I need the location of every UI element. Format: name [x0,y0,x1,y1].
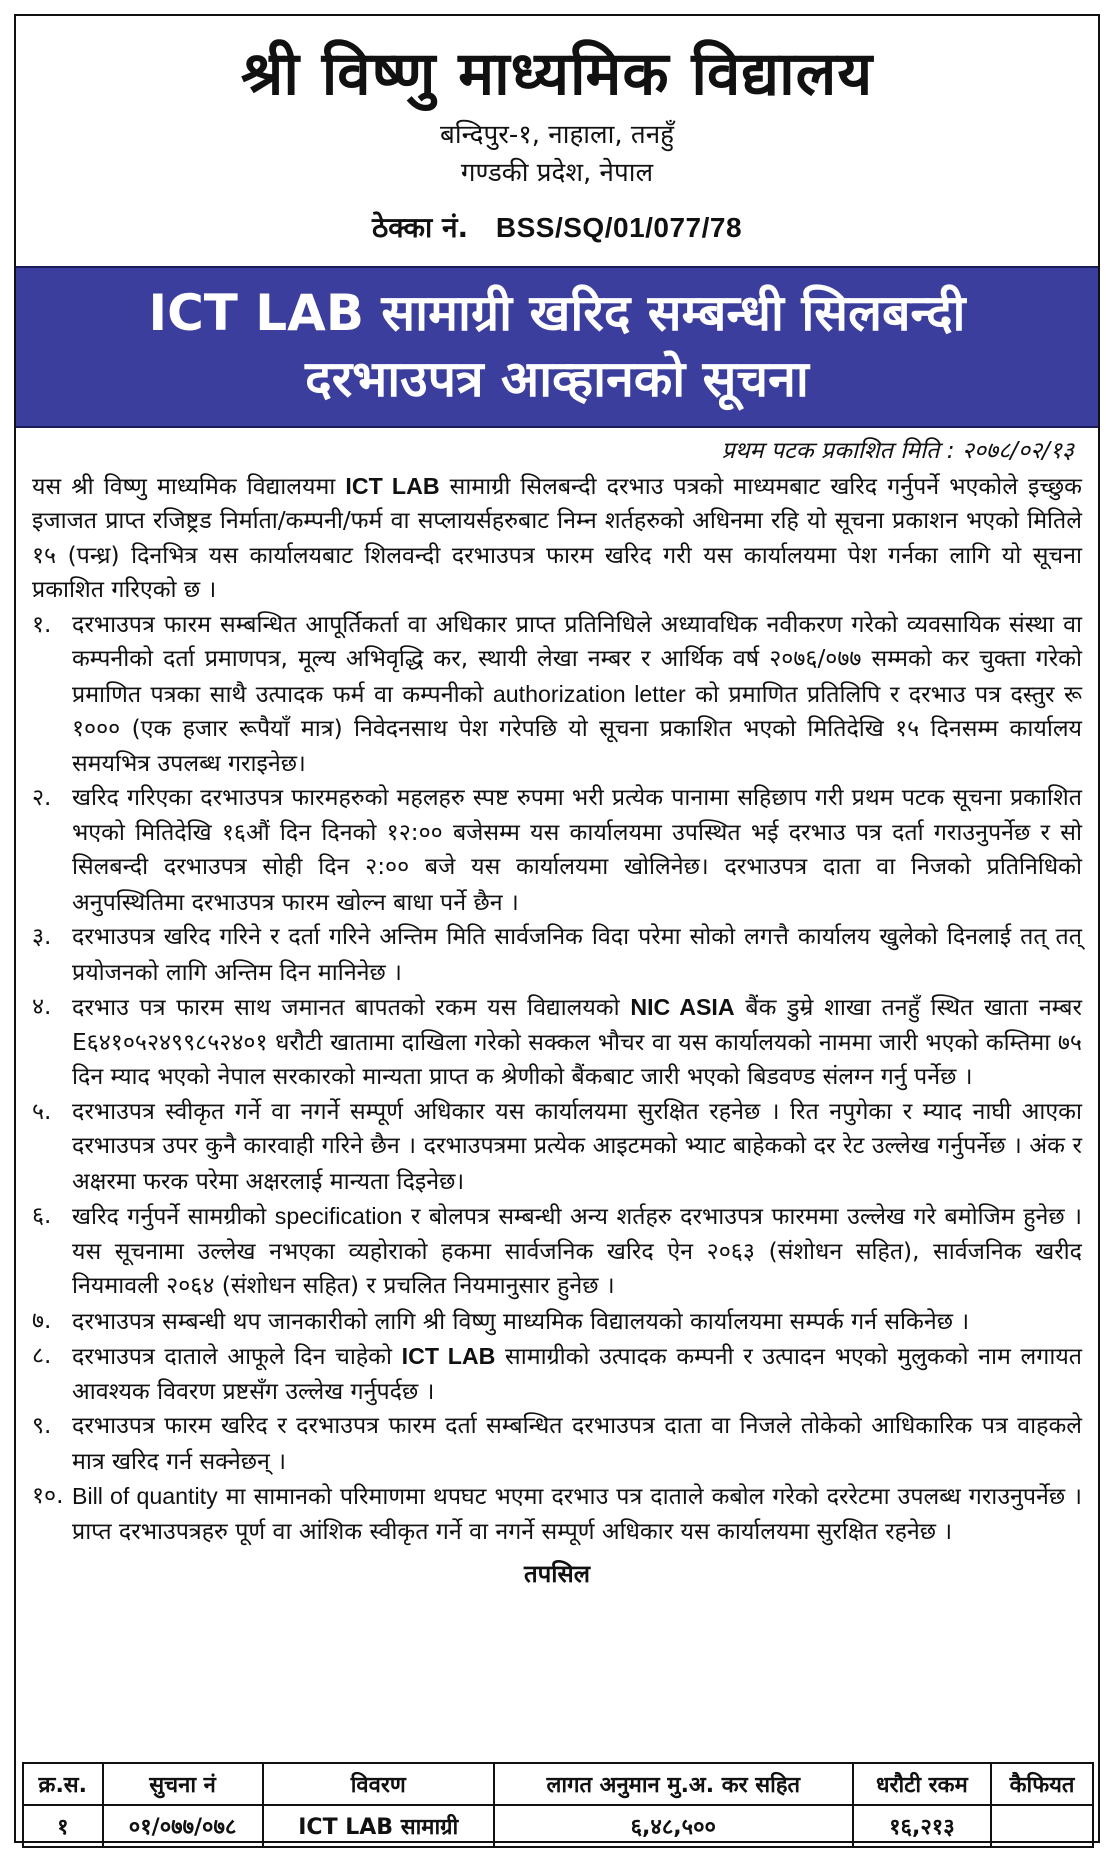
condition-number: ६. [32,1202,52,1229]
condition-number: ४. [32,993,52,1020]
condition-number: १०. [32,1482,64,1509]
condition-text [72,1304,1082,1340]
school-name: श्री विष्णु माध्यमिक विद्यालय [240,39,874,109]
notice-title-banner [16,266,1098,428]
condition-english-term: specification [274,1203,403,1229]
condition-number: ८. [32,1342,52,1369]
table-cell [991,1805,1093,1847]
condition-item [32,990,1082,1095]
condition-text-part: दरभाउपत्र खरिद गरिने र दर्ता गरिने अन्तिम मिति सार्वजनिक विदा परेमा सोको लगत्तै कार्यालय खुलेको दिनलाई तत् तत् प्रयोजनको लागि अन्तिम दिन मानिनेछ । [72,923,1082,986]
banner-line-1: ICT LAB सामाग्री खरिद सम्बन्धी सिलबन्दी [148,284,966,342]
table-cell: ०१/०७७/०७८ [103,1805,263,1847]
condition-item [32,1199,1082,1304]
condition-english-term: NIC ASIA [630,994,735,1020]
condition-text [72,1479,1082,1549]
condition-number: ७. [32,1306,52,1334]
tender-code: BSS/SQ/01/077/78 [495,212,743,243]
table-header-cell: लागत अनुमान मु.अ. कर सहित [494,1763,853,1805]
condition-english-term: Bill of quantity [72,1483,218,1509]
table-row [23,1805,1093,1847]
table-cell: १ [23,1805,103,1847]
table-header-cell: कैफियत [991,1763,1093,1805]
details-table [22,1762,1094,1848]
condition-text [72,1095,1082,1200]
table-header-row [23,1763,1093,1805]
table-body [23,1805,1093,1847]
condition-text-part: को प्रमाणित प्रतिलिपि र दरभाउ पत्र दस्तुर रू १००० (एक हजार रूपैयाँ मात्र) निवेदनसाथ पेश गरेपछि यो सूचना प्रकाशित भएको मितिदेखि १५ दिनसम्म कार्यालय समयभित्र उपलब्ध गराइनेछ। [72,680,1083,777]
notice-header [16,16,1098,248]
intro-text-1: यस श्री विष्णु माध्यमिक विद्यालयमा [32,472,346,500]
tapsil-title: तपसिल [523,1560,591,1588]
condition-text-part: मा सामानको परिमाणमा थपघट भएमा दरभाउ पत्र दाताले कबोल गरेको दररेटमा उपलब्ध गराउनुपर्नेछ । प्राप्त दरभाउपत्रहरु पूर्ण वा आंशिक स्वीकृत गर्ने वा नगर्ने सम्पूर्ण अधिकार यस कार्यालयमा सुरक्षित रहनेछ । [72,1483,1082,1545]
condition-number: ५. [32,1097,52,1125]
condition-text-part: सामाग्रीको उत्पादक कम्पनी र उत्पादन भएको मुलुकको नाम लगायत आवश्यक विवरण प्रष्टसँग उल्लेख गर्नुपर्दछ । [72,1343,1082,1405]
condition-text-part: दरभाउपत्र फारम सम्बन्धित आपूर्तिकर्ता वा अधिकार प्राप्त प्रतिनिधिले अध्यावधिक नवीकरण गरेको व्यवसायिक संस्था वा कम्पनीको दर्ता प्रमाणपत्र, मूल्य अभिवृद्धि कर, स्थायी लेखा नम्बर र आर्थिक वर्ष २०७६/०७७ सम्मको कर चुक्ता गरेको प्रमाणित पत्रका साथै उत्पादक फर्म वा कम्पनीको [72,610,1082,708]
condition-text-part: बैंक डुम्रे शाखा तनहुँ स्थित खाता नम्बर E६४१०५२४९९८५२४०१ धरौटी खातामा दाखिला गरेको सक्कल भौचर वा यस कार्यालयको नाममा जारी भएको कम्तिमा ७५ दिन म्याद भएको नेपाल सरकारको मान्यता प्राप्त क श्रेणीको बैंकबाट जारी भएको बिडवण्ड संलग्न गर्नु पर्नेछ । [72,994,1082,1090]
condition-text [72,920,1082,990]
banner-line-2: दरभाउपत्र आव्हानको सूचना [305,350,809,408]
condition-item [32,1339,1082,1409]
address-line-1: बन्दिपुर-१, नाहाला, तनहुँ [440,120,674,150]
condition-text-part: दरभाउपत्र स्वीकृत गर्ने वा नगर्ने सम्पूर्ण अधिकार यस कार्यालयमा सुरक्षित रहनेछ । रित नपुगेका र म्याद नाघी आएका दरभाउपत्र उपर कुनै कारवाही गरिने छैन । दरभाउपत्रमा प्रत्येक आइटमको भ्याट बाहेकको दर रेट उल्लेख गर्नुपर्नेछ । अंक र अक्षरमा फरक परेमा अक्षरलाई मान्यता दिइनेछ। [72,1097,1082,1195]
condition-number: ३. [32,923,52,950]
condition-text [72,1199,1082,1304]
condition-text [72,990,1082,1095]
condition-text [72,781,1082,920]
condition-item [32,1304,1082,1340]
intro-text-2: सामाग्री सिलबन्दी दरभाउ पत्रको माध्यमबाट खरिद गर्नुपर्ने भएकोले इच्छुक इजाजत प्राप्त रजिष्ट्रड निर्माता/कम्पनी/फर्म वा सप्लायर्सहरुबाट निम्न शर्तहरुको अधिनमा रहि यो सूचना प्रकाशन भएको मितिले १५ (पन्ध्र) दिनभित्र यस कार्यालयबाट शिलवन्दी दरभाउपत्र फारम खरिद गरी यस कार्यालयमा पेश गर्नका लागि यो सूचना प्रकाशित गरिएको छ । [32,472,1082,603]
condition-text [72,1409,1082,1479]
table-header-cell: क्र.स. [23,1763,103,1805]
notice-frame [14,14,1100,1843]
condition-number: २. [32,784,52,811]
condition-text-part: दरभाउपत्र दाताले आफूले दिन चाहेको [72,1343,402,1370]
table-cell: ICT LAB सामाग्री [263,1805,494,1847]
condition-text-part: दरभाउ पत्र फारम साथ जमानत बापतको रकम यस विद्यालयको [72,994,631,1021]
condition-item [32,1409,1082,1479]
table-cell: ६,४८,५०० [494,1805,853,1847]
condition-text-part: खरिद गरिएका दरभाउपत्र फारमहरुको महलहरु स्पष्ट रुपमा भरी प्रत्येक पानामा सहिछाप गरी प्रथम पटक सूचना प्रकाशित भएको मितिदेखि १६औं दिन दिनको १२:०० बजेसम्म यस कार्यालयमा उपस्थित भई दरभाउ पत्र दर्ता गराउनुपर्नेछ र सो सिलबन्दी दरभाउपत्र सोही दिन २:०० बजे यस कार्यालयमा खोलिनेछ। दरभाउपत्र दाता वा निजको प्रतिनिधिको अनुपस्थितिमा दरभाउपत्र फारम खोल्न बाधा पर्ने छैन । [72,784,1082,916]
table-header-cell: धरौटी रकम [853,1763,991,1805]
condition-text [72,608,1082,782]
condition-item [32,1479,1082,1549]
table-cell: १६,२१३ [853,1805,991,1847]
notice-body [16,428,1098,1592]
table-header-cell: विवरण [263,1763,494,1805]
condition-text [72,1339,1082,1409]
condition-english-term: ICT LAB [401,1343,496,1369]
condition-english-term: authorization letter [492,680,686,707]
condition-number: १. [32,610,52,638]
condition-item [32,920,1082,990]
condition-text-part: खरिद गर्नुपर्ने सामग्रीको [72,1203,275,1230]
intro-paragraph [32,469,1082,608]
condition-item [32,608,1082,782]
condition-text-part: दरभाउपत्र फारम खरिद र दरभाउपत्र फारम दर्ता सम्बन्धित दरभाउपत्र दाता वा निजले तोकेको आधिकारिक पत्र वाहकले मात्र खरिद गर्न सक्नेछन् । [72,1412,1082,1475]
condition-number: ९. [32,1412,52,1439]
condition-item [32,781,1082,920]
address-line-2: गण्डकी प्रदेश, नेपाल [460,158,654,188]
condition-item [32,1095,1082,1200]
intro-bold: ICT LAB [345,472,440,499]
tender-label: ठेक्का नं. [371,211,469,244]
tender-number [16,208,1098,248]
condition-text-part: र बोलपत्र सम्बन्धी अन्य शर्तहरु दरभाउपत्र फारममा उल्लेख गरे बमोजिम हुनेछ । यस सूचनामा उल्लेख नभएका व्यहोराको हकमा सार्वजनिक खरिद ऐन २०६३ (संशोधन सहित), सार्वजनिक खरीद नियमावली २०६४ (संशोधन सहित) र प्रचलित नियमानुसार हुनेछ । [72,1203,1082,1299]
condition-text-part: दरभाउपत्र सम्बन्धी थप जानकारीको लागि श्री विष्णु माध्यमिक विद्यालयको कार्यालयमा सम्पर्क गर्न सकिनेछ । [72,1307,970,1335]
publish-date: प्रथम पटक प्रकाशित मिति : २०७८/०२/१३ [721,437,1074,464]
table-header-cell: सुचना नं [103,1763,263,1805]
conditions-list [32,608,1082,1550]
